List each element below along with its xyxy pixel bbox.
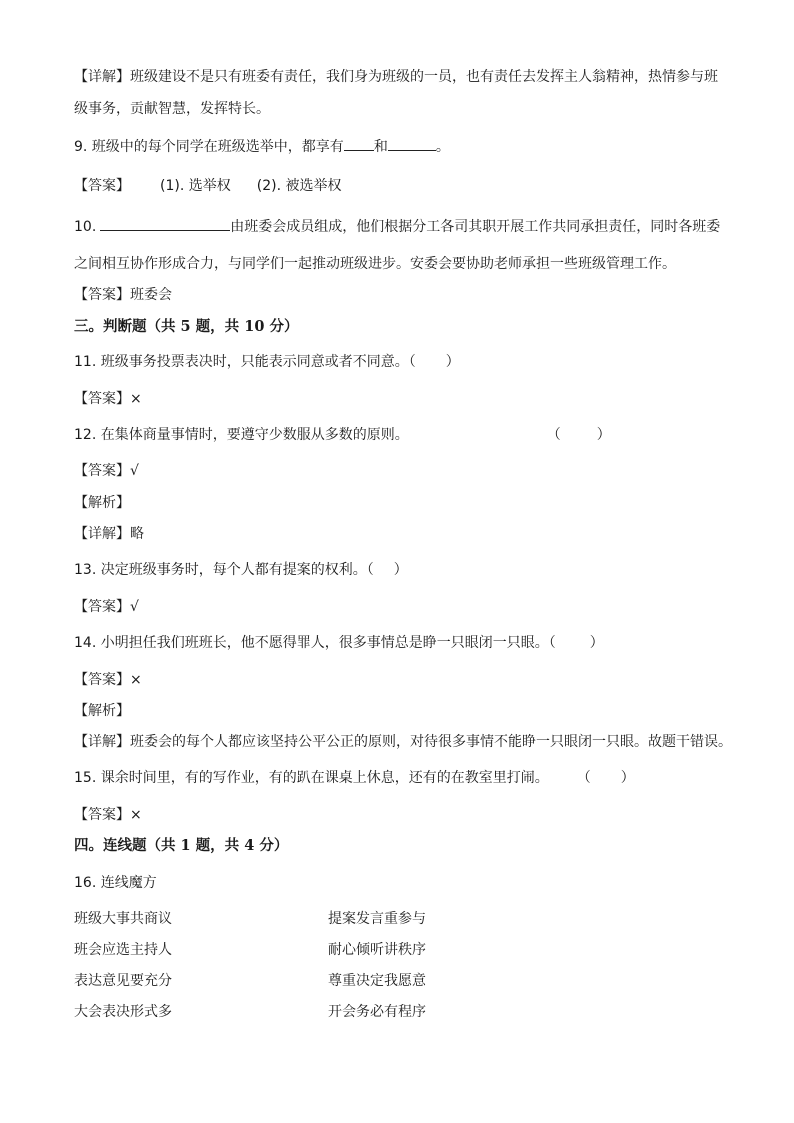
answer-value: (1). 选举权 <box>160 178 231 194</box>
question-14-detail <box>74 732 732 752</box>
question-text: 12. 在集体商量事情时，要遵守少数服从多数的原则。 <box>74 427 409 443</box>
detail-text: 略 <box>130 526 144 542</box>
question-text: 由班委会成员组成，他们根据分工各司其职开展工作共同承担责任，同时各班委 <box>230 219 721 235</box>
detail-tag: 【详解】 <box>74 734 130 750</box>
detail-tag: 【详解】 <box>74 526 130 542</box>
match-left-item: 班级大事共商议 <box>74 911 172 927</box>
detail-tag: 【详解】 <box>74 69 130 85</box>
answer-value: (2). 被选举权 <box>256 178 342 194</box>
question-10-line-2: 之间相互协作形成合力，与同学们一起推动班级进步。安委会要协助老师承担一些班级管理工作。 <box>74 256 676 272</box>
answer-tag: 【答案】 <box>74 287 130 303</box>
match-right-item: 尊重决定我愿意 <box>328 973 426 989</box>
paren: ） <box>589 635 604 651</box>
question-15-text <box>74 768 635 788</box>
question-11-text <box>74 352 460 372</box>
question-9-answer <box>74 176 341 196</box>
answer-value: √ <box>130 463 139 479</box>
match-left-item: 表达意见要充分 <box>74 973 172 989</box>
paren: ） <box>393 562 408 578</box>
question-15-answer <box>74 805 142 825</box>
paren: ） <box>445 354 460 370</box>
question-10-line-1 <box>74 216 720 237</box>
match-row <box>74 940 426 960</box>
detail-text: 班委会的每个人都应该坚持公平公正的原则，对待很多事情不能睁一只眼闭一只眼。故题干错误。 <box>130 734 732 750</box>
question-9-text <box>74 136 450 157</box>
answer-value: √ <box>130 599 139 615</box>
question-text-end: 。 <box>435 139 450 155</box>
question-text: 15. 课余时间里，有的写作业，有的趴在课桌上休息，还有的在教室里打闹。 <box>74 770 549 786</box>
answer-value: × <box>130 672 142 688</box>
question-16-text: 16. 连线魔方 <box>74 875 157 891</box>
answer-value: × <box>130 807 142 823</box>
match-left-item: 班会应选主持人 <box>74 942 172 958</box>
question-14-text <box>74 633 604 653</box>
question-11-answer <box>74 389 142 409</box>
match-row <box>74 1002 426 1022</box>
section-3-heading: 三。判断题（共 5 题，共 10 分） <box>74 318 299 335</box>
match-row <box>74 971 426 991</box>
answer-value: × <box>130 391 142 407</box>
detail-line-1 <box>74 67 718 87</box>
question-12-detail <box>74 524 144 544</box>
match-row <box>74 909 426 929</box>
answer-blank <box>388 136 436 151</box>
answer-value: 班委会 <box>130 287 172 303</box>
question-12-text <box>74 425 611 445</box>
question-14-analysis: 【解析】 <box>74 703 130 719</box>
match-right-item: 提案发言重参与 <box>328 911 426 927</box>
answer-tag: 【答案】 <box>74 391 130 407</box>
answer-tag: 【答案】 <box>74 178 130 194</box>
match-right-item: 耐心倾听讲秩序 <box>328 942 426 958</box>
question-12-analysis: 【解析】 <box>74 495 130 511</box>
detail-line-2: 级事务，贡献智慧，发挥特长。 <box>74 101 270 117</box>
answer-tag: 【答案】 <box>74 807 130 823</box>
paren: （ <box>576 770 591 786</box>
question-13-text <box>74 560 408 580</box>
question-text: 13. 决定班级事务时，每个人都有提案的权利。（ <box>74 562 374 578</box>
paren: （ <box>546 427 561 443</box>
question-13-answer <box>74 597 139 617</box>
answer-blank <box>100 216 230 231</box>
question-text-mid: 和 <box>373 139 388 155</box>
answer-tag: 【答案】 <box>74 463 130 479</box>
question-text: 11. 班级事务投票表决时，只能表示同意或者不同意。（ <box>74 354 416 370</box>
section-4-heading: 四。连线题（共 1 题，共 4 分） <box>74 837 289 854</box>
paren: ） <box>596 427 611 443</box>
answer-tag: 【答案】 <box>74 672 130 688</box>
match-left-item: 大会表决形式多 <box>74 1004 172 1020</box>
paren: ） <box>620 770 635 786</box>
answer-blank <box>344 136 374 151</box>
question-text: 14. 小明担任我们班班长，他不愿得罪人，很多事情总是睁一只眼闭一只眼。（ <box>74 635 556 651</box>
question-14-answer <box>74 670 142 690</box>
answer-tag: 【答案】 <box>74 599 130 615</box>
question-12-answer <box>74 461 139 481</box>
detail-text: 班级建设不是只有班委有责任，我们身为班级的一员，也有责任去发挥主人翁精神，热情参与班 <box>130 69 718 85</box>
match-right-item: 开会务必有程序 <box>328 1004 426 1020</box>
question-10-answer <box>74 285 172 305</box>
question-number: 10. <box>74 219 97 235</box>
question-text: 9. 班级中的每个同学在班级选举中，都享有 <box>74 139 344 155</box>
